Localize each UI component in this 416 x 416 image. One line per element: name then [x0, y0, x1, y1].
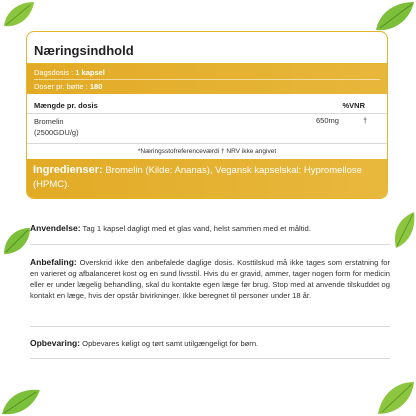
divider: [30, 358, 390, 359]
daily-dose: [34, 66, 380, 79]
storage-text: Opbevares køligt og tørt samt utilgængeligt for børn.: [80, 339, 259, 348]
ingredient-name-line2: (2500GDU/g): [34, 128, 79, 137]
leaf-icon: [390, 210, 416, 250]
leaf-icon: [2, 226, 32, 256]
table-header-nrv: %VNR: [342, 101, 365, 110]
storage-label: Opbevaring:: [30, 338, 81, 348]
footnote: *Næringsstofreferenceværdi † NRV ikke angivet: [137, 148, 277, 155]
ingredient-nrv: †: [363, 116, 368, 125]
ingredients-label: Ingredienser:: [33, 164, 103, 176]
leaf-icon: [2, 0, 36, 30]
table-row: [27, 114, 387, 144]
daily-dose-value: 1 kapsel: [75, 68, 105, 77]
daily-dose-label: Dagsdosis :: [34, 68, 76, 77]
recommendation-section: [30, 257, 390, 301]
leaf-icon: [372, 0, 416, 34]
leaf-icon: [0, 384, 42, 416]
divider: [30, 326, 390, 327]
recommendation-label: Anbefaling:: [30, 257, 77, 267]
recommendation-text: Overskrid ikke den anbefalede daglige dosis. Kosttilskud må ikke tages som erstatning for en varieret og afbalanceret kost og en sund livsstil. Hvis du er gravid, ammer, tager nogen form for medicin eller er under lægelig behandling, skal du kontakte egen læge før brug. Stop med at anvende tilskuddet og kontakt en læge, hvis der opstår bivirkninger. Ikke beregnet til personer under 18 år.: [30, 258, 390, 300]
nutrition-panel: [26, 31, 388, 199]
table-header: [27, 97, 387, 114]
ingredients-text: Bromelin (Kilde: Ananas), Vegansk kapselskal: Hypromellose (HPMC).: [33, 165, 362, 190]
usage-text: Tag 1 kapsel dagligt med et glas vand, helst sammen med et måltid.: [80, 224, 311, 233]
doses-per-jar-value: 180: [89, 82, 103, 91]
panel-title: Næringsindhold: [34, 43, 134, 58]
dose-block: [27, 63, 387, 94]
usage-label: Anvendelse:: [30, 223, 81, 233]
ingredient-name: [34, 116, 79, 138]
divider: [30, 244, 390, 245]
doses-per-jar-label: Doser pr. bøtte :: [34, 82, 90, 91]
leaf-icon: [376, 378, 416, 416]
ingredients-block: [27, 159, 387, 199]
usage-section: [30, 223, 390, 234]
doses-per-jar: [34, 80, 380, 93]
storage-section: [30, 338, 390, 349]
ingredient-name-line1: Bromelin: [34, 117, 64, 126]
table-header-amount: Mængde pr. dosis: [34, 101, 98, 110]
ingredient-amount: 650mg: [316, 116, 339, 125]
